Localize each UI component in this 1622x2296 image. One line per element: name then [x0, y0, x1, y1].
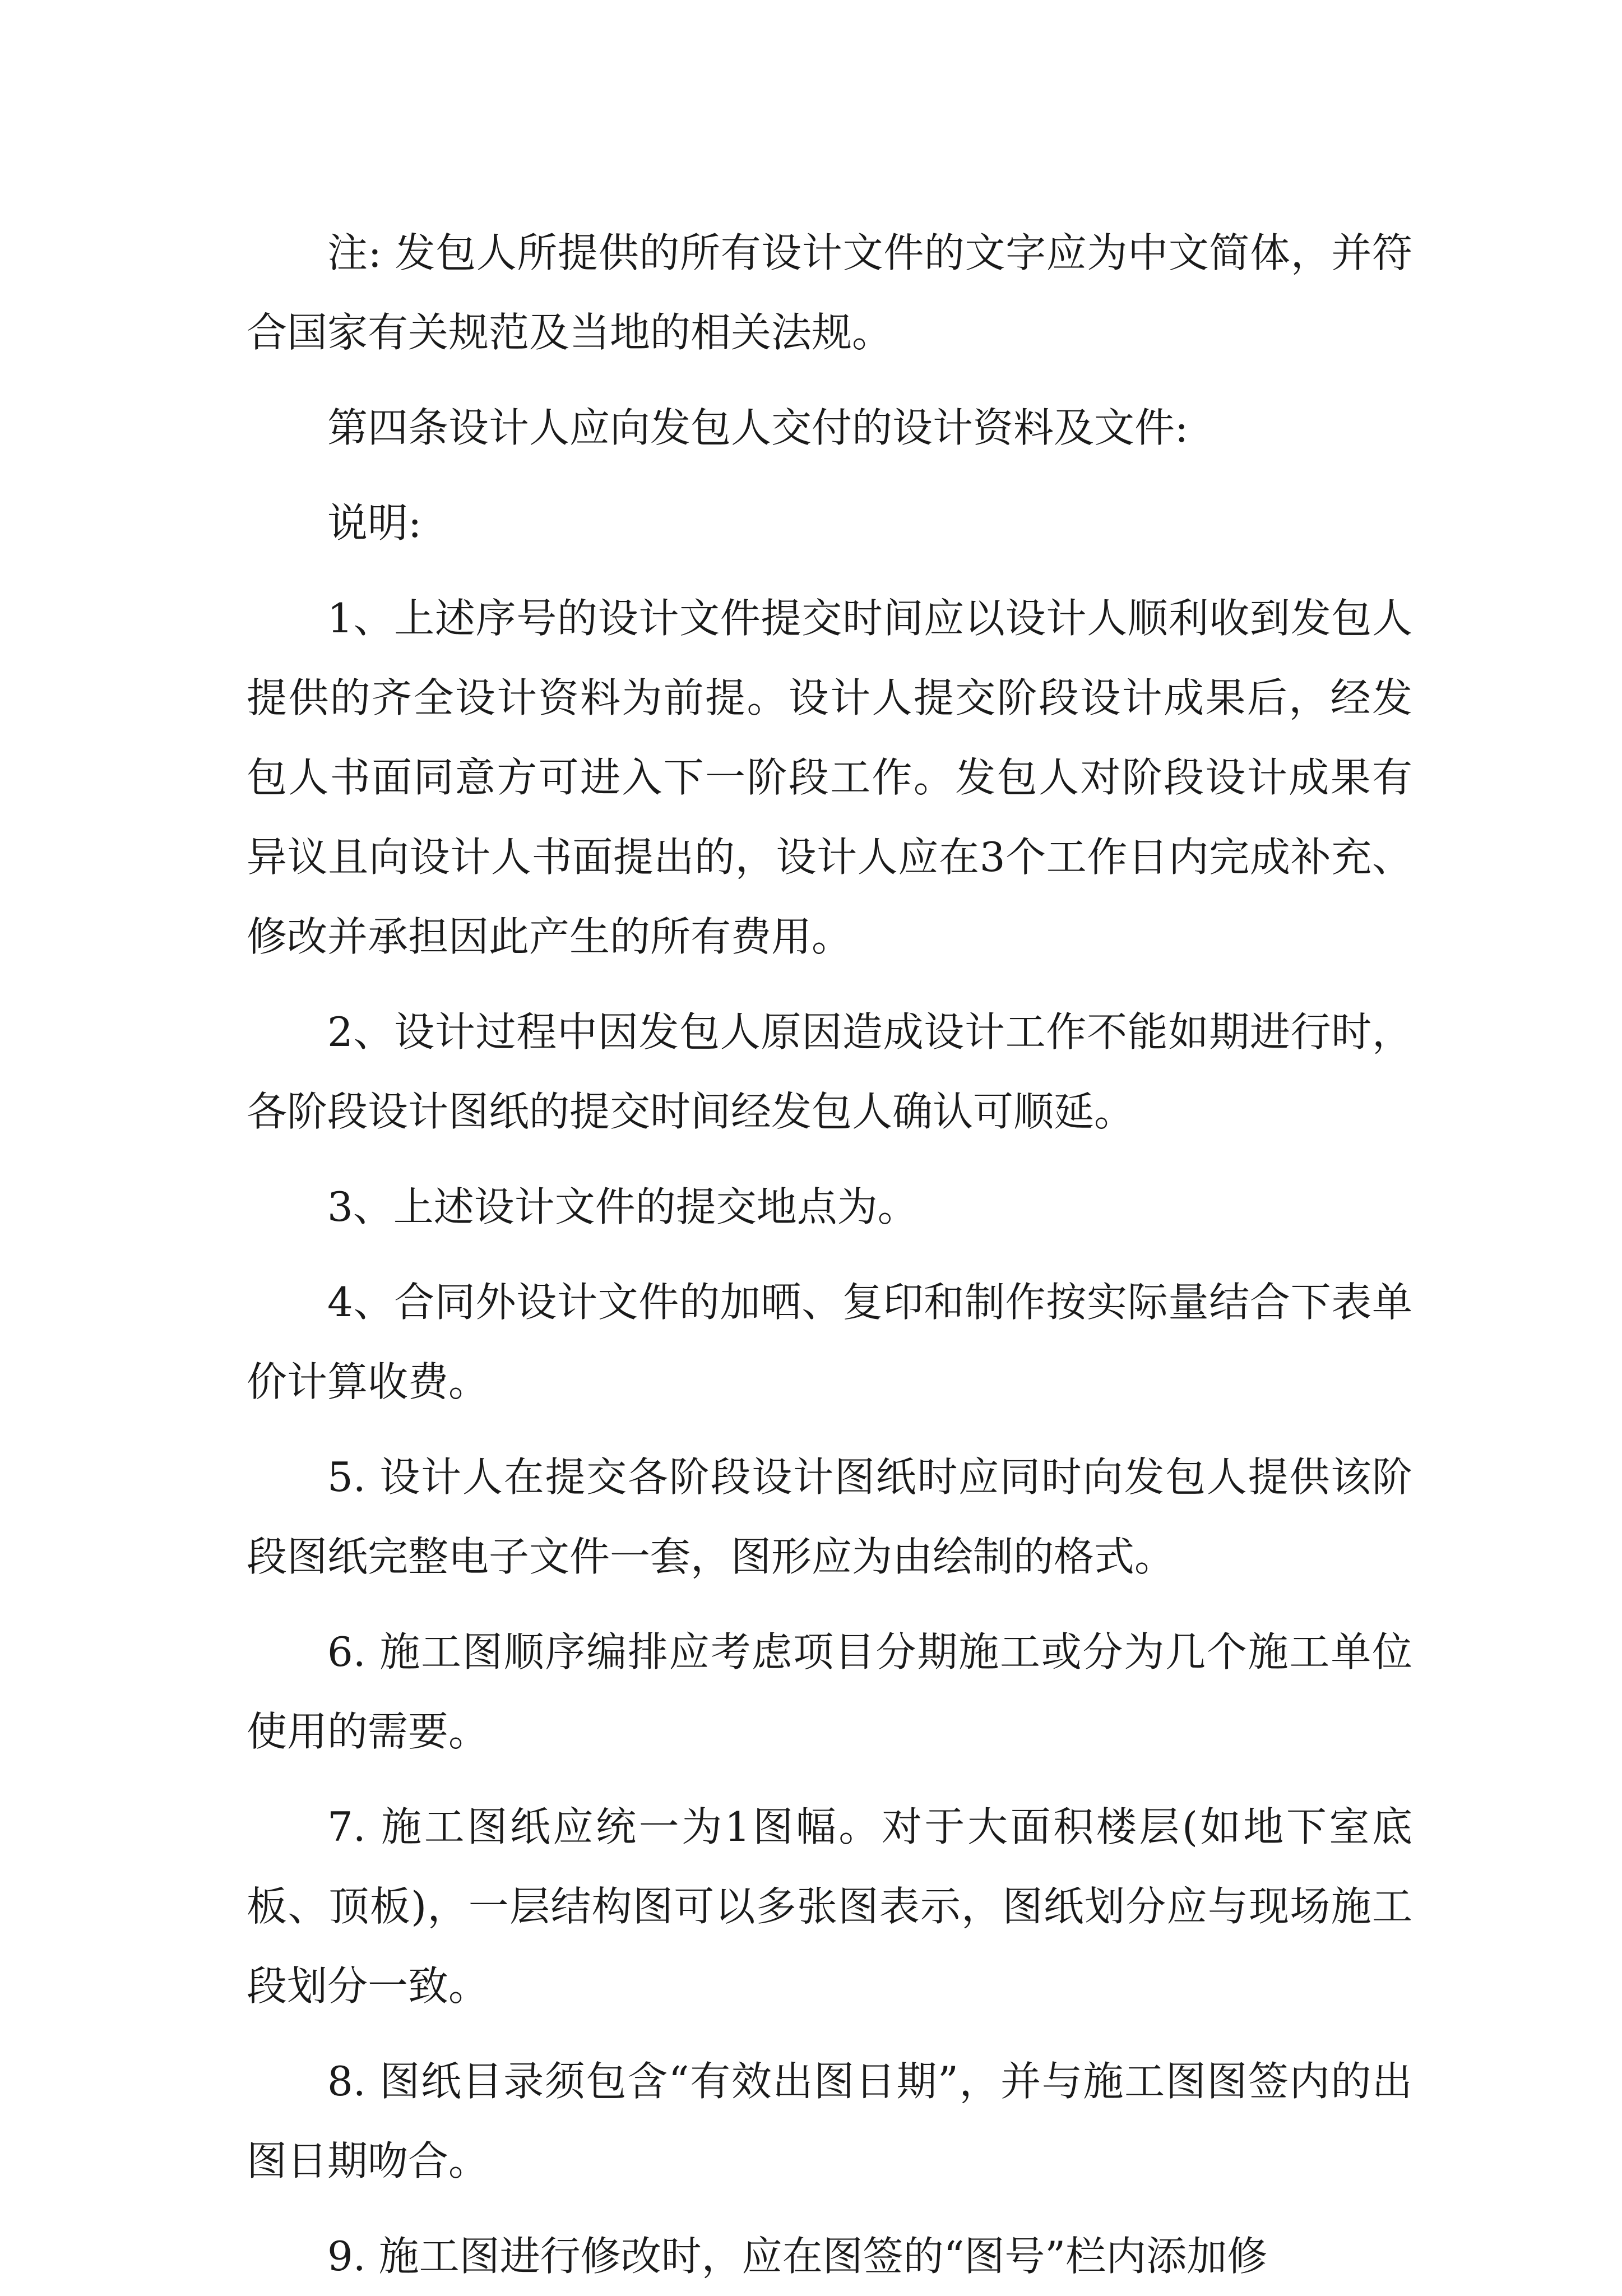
note-paragraph: 注: 发包人所提供的所有设计文件的文字应为中文简体，并符合国家有关规范及当地的相关法规。	[247, 229, 1412, 356]
item-2-paragraph: 2、设计过程中因发包人原因造成设计工作不能如期进行时，各阶段设计图纸的提交时间经发包人确认可顺延。	[247, 1008, 1412, 1135]
item-3-paragraph: 3、上述设计文件的提交地点为。	[327, 1183, 918, 1230]
item-1-paragraph: 1、上述序号的设计文件提交时间应以设计人顺利收到发包人提供的齐全设计资料为前提。设计人提交阶段设计成果后，经发包人书面同意方可进入下一阶段工作。发包人对阶段设计成果有异议且向设计人书面提出的，设计人应在3个工作日内完成补充、修改并承担因此产生的所有费用。	[247, 595, 1412, 960]
article-four-heading: 第四条设计人应向发包人交付的设计资料及文件:	[327, 404, 1189, 451]
item-6-paragraph: 6. 施工图顺序编排应考虑项目分期施工或分为几个施工单位使用的需要。	[247, 1628, 1412, 1755]
explanation-heading: 说明:	[327, 499, 422, 547]
document-body	[247, 213, 1412, 2296]
item-4-paragraph: 4、合同外设计文件的加晒、复印和制作按实际量结合下表单价计算收费。	[247, 1279, 1412, 1405]
item-5-paragraph: 5. 设计人在提交各阶段设计图纸时应同时向发包人提供该阶段图纸完整电子文件一套，图形应为由绘制的格式。	[247, 1453, 1412, 1580]
item-7-paragraph: 7. 施工图纸应统一为1图幅。对于大面积楼层(如地下室底板、顶板)，一层结构图可以多张图表示，图纸划分应与现场施工段划分一致。	[247, 1803, 1412, 2010]
item-9-paragraph: 9. 施工图进行修改时，应在图签的“图号”栏内添加修	[327, 2233, 1268, 2280]
item-8-paragraph: 8. 图纸目录须包含“有效出图日期”，并与施工图图签内的出图日期吻合。	[247, 2058, 1412, 2184]
